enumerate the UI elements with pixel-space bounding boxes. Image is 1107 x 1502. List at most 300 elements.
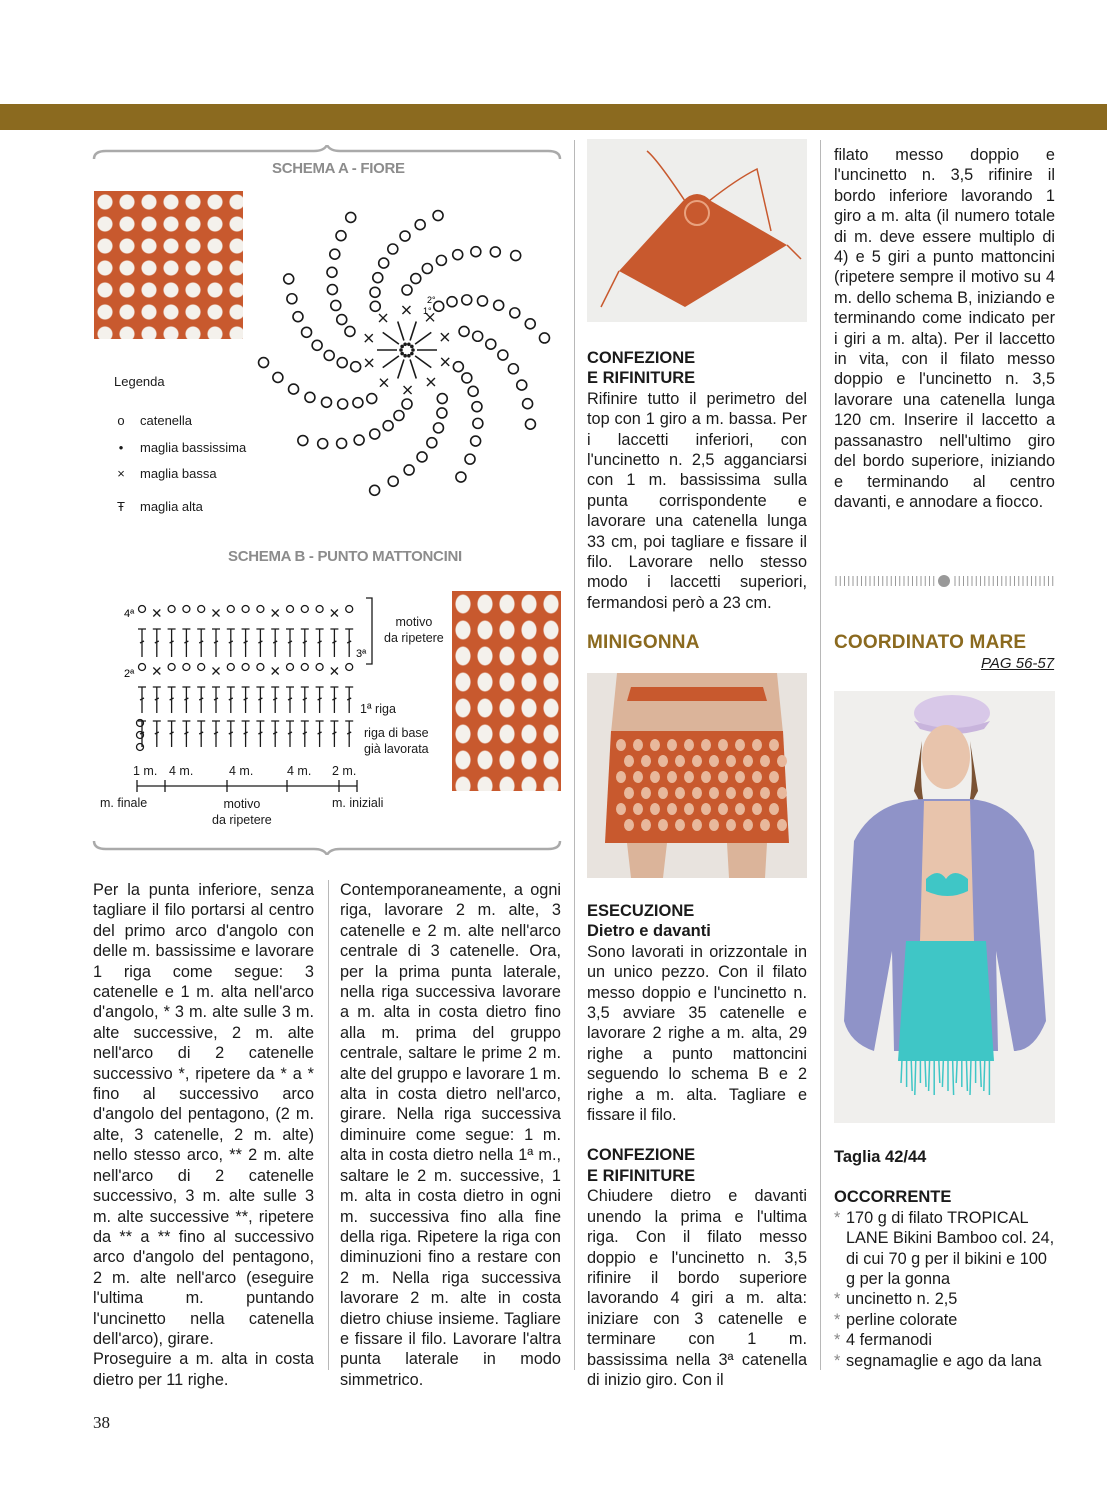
slip-stitch bbox=[400, 345, 404, 349]
chain-stitch bbox=[433, 423, 443, 433]
chain-stitch bbox=[370, 485, 380, 495]
chain-stitch bbox=[437, 408, 447, 418]
section-subheading: Dietro e davanti bbox=[587, 922, 711, 941]
top-product-photo bbox=[587, 139, 807, 322]
minigonna-title: MINIGONNA bbox=[587, 632, 700, 653]
mesh-hole bbox=[692, 787, 702, 799]
double-crochet-stitch bbox=[301, 721, 309, 747]
double-crochet-stitch bbox=[271, 687, 279, 713]
chain-stitch bbox=[345, 326, 355, 336]
mesh-hole bbox=[743, 787, 753, 799]
double-crochet-stitch bbox=[271, 629, 279, 657]
paragraph: Rifinire tutto il perimetro del top con 1 giro a m. bassa. Per i laccetti inferiori, con l'uncinetto n. 2,5 agganciarsi con 1 m. bassissima sulla punta corrispondente e lavorare una catenella lunga 33 cm, poi tagliare e fissare il filo. Lavorare nello stesso modo i laccetti superiori, fermandosi però a 23 cm. bbox=[587, 389, 807, 612]
single-crochet-stitch bbox=[153, 668, 160, 675]
column-4-text bbox=[834, 145, 1055, 512]
mesh-hole bbox=[624, 787, 634, 799]
chain-stitch bbox=[301, 664, 308, 671]
double-crochet-stitch bbox=[197, 721, 205, 747]
chain-stitch bbox=[353, 398, 363, 408]
double-crochet-stitch bbox=[415, 356, 431, 368]
chain-stitch bbox=[312, 340, 322, 350]
legend-item bbox=[114, 466, 217, 481]
mesh-hole bbox=[667, 803, 677, 815]
schema-b-title: SCHEMA B - PUNTO MATTONCINI bbox=[228, 548, 462, 565]
double-crochet-stitch bbox=[316, 629, 324, 657]
chain-stitch bbox=[447, 297, 457, 307]
mesh-hole bbox=[735, 771, 745, 783]
mesh-hole bbox=[760, 755, 770, 767]
slip-stitch bbox=[411, 348, 415, 352]
mesh-hole bbox=[701, 771, 711, 783]
single-crochet-stitch bbox=[402, 306, 410, 314]
legend-item bbox=[114, 499, 203, 514]
mesh-hole bbox=[624, 819, 634, 831]
chain-stitch bbox=[459, 326, 469, 336]
chain-stitch bbox=[242, 664, 249, 671]
mesh-hole bbox=[641, 755, 651, 767]
chain-stitch bbox=[468, 386, 478, 396]
fringe-strand bbox=[925, 1059, 926, 1087]
count-label: 4 m. bbox=[229, 764, 254, 778]
double-crochet-icon: Ŧ bbox=[117, 499, 125, 514]
double-crochet-stitch bbox=[242, 721, 250, 747]
mesh-hole bbox=[633, 771, 643, 783]
mesh-hole bbox=[726, 755, 736, 767]
list-item: * 4 fermanodi bbox=[834, 1330, 1055, 1350]
chain-stitch bbox=[370, 287, 380, 297]
column-3-lower-text bbox=[587, 901, 807, 1390]
list-item: * segnamaglie e ago da lana bbox=[834, 1351, 1055, 1371]
chain-stitch bbox=[354, 435, 364, 445]
chain-stitch bbox=[477, 296, 487, 306]
mesh-hole bbox=[675, 787, 685, 799]
fringe-strand bbox=[929, 1059, 930, 1091]
mesh-hole bbox=[709, 819, 719, 831]
chain-stitch bbox=[293, 312, 303, 322]
double-crochet-stitch bbox=[410, 321, 416, 340]
chain-stitch bbox=[486, 339, 496, 349]
single-crochet-stitch bbox=[441, 333, 449, 341]
chain-stitch bbox=[370, 429, 380, 439]
fringe-strand bbox=[939, 1059, 940, 1083]
chain-stitch bbox=[490, 247, 500, 257]
motif-label bbox=[384, 614, 444, 646]
column-2-text bbox=[340, 880, 561, 1390]
round-label-1: 1° bbox=[423, 306, 432, 316]
mesh-hole bbox=[624, 755, 634, 767]
double-crochet-stitch bbox=[410, 360, 416, 379]
chain-stitch bbox=[337, 358, 347, 368]
double-crochet-stitch bbox=[153, 721, 161, 747]
mesh-hole bbox=[641, 819, 651, 831]
chain-stitch bbox=[305, 392, 315, 402]
mesh-hole bbox=[769, 803, 779, 815]
chain-stitch bbox=[183, 606, 190, 613]
double-crochet-stitch bbox=[345, 629, 353, 657]
chain-stitch bbox=[383, 421, 393, 431]
double-crochet-stitch bbox=[227, 687, 235, 713]
double-crochet-stitch bbox=[383, 356, 399, 368]
single-crochet-stitch bbox=[365, 359, 373, 367]
paragraph: filato messo doppio e l'uncinetto n. 3,5 rifinire il bordo inferiore lavorando 1 giro a m. alta (il numero totale di m. deve essere multiplo di 4) e 5 giri a punto mattoncini (ripetere sempre il motivo su 4 m. dello schema B, iniziando e terminando come indicato per i giri a m. alta). Per il laccetto in vita, con il filato messo doppio e l'uncinetto n. 3,5 lavorare una catenella lunga 120 cm. Inserire il laccetto a passanastro nell'ultimo giro del bordo superiore, iniziando e terminando al centro davanti, e annodare a fiocco. bbox=[834, 146, 1055, 511]
mesh-hole bbox=[735, 803, 745, 815]
row-label-4: 4ª bbox=[124, 608, 135, 620]
chain-stitch bbox=[436, 255, 446, 265]
chain-stitch bbox=[465, 454, 475, 464]
chain-stitch bbox=[198, 606, 205, 613]
double-crochet-stitch bbox=[286, 721, 294, 747]
mesh-hole bbox=[650, 803, 660, 815]
motif-label-line: da ripetere bbox=[384, 631, 444, 645]
chain-stitch bbox=[273, 372, 283, 382]
double-crochet-stitch bbox=[316, 687, 324, 713]
mesh-hole bbox=[769, 739, 779, 751]
mesh-hole bbox=[718, 803, 728, 815]
mesh-hole bbox=[633, 739, 643, 751]
chain-stitch bbox=[379, 258, 389, 268]
fringe-strand bbox=[942, 1059, 943, 1087]
repeat-bracket bbox=[366, 596, 376, 666]
chain-stitch bbox=[367, 394, 377, 404]
chain-stitch bbox=[427, 438, 437, 448]
flower-diagram bbox=[255, 200, 565, 500]
mesh-hole bbox=[667, 739, 677, 751]
repeat-label bbox=[212, 796, 272, 828]
chain-stitch bbox=[242, 606, 249, 613]
chain-stitch bbox=[539, 333, 549, 343]
chain-stitch bbox=[336, 231, 346, 241]
single-crochet-stitch bbox=[404, 386, 412, 394]
mesh-hole bbox=[675, 755, 685, 767]
chain-stitch bbox=[139, 606, 146, 613]
mesh-hole bbox=[650, 771, 660, 783]
chain-stitch bbox=[494, 300, 504, 310]
double-crochet-stitch bbox=[168, 687, 176, 713]
mesh-hole bbox=[701, 803, 711, 815]
slip-stitch bbox=[407, 342, 411, 346]
single-crochet-stitch bbox=[365, 334, 373, 342]
double-crochet-stitch bbox=[256, 687, 264, 713]
chain-stitch bbox=[227, 606, 234, 613]
skirt-product-photo bbox=[587, 673, 807, 878]
motif-label-line: motivo bbox=[395, 615, 433, 629]
chain-stitch bbox=[471, 436, 481, 446]
chain-stitch bbox=[257, 606, 264, 613]
chain-stitch bbox=[498, 350, 508, 360]
double-crochet-stitch bbox=[197, 629, 205, 657]
chain-stitch bbox=[183, 664, 190, 671]
paragraph: Chiudere dietro e davanti unendo la prima e l'ultima riga. Con il filato messo doppio e l'uncinetto n. 3,5 rifinire il bordo superiore lavorando 4 giri a m. alta: iniziare con 3 catenelle e terminare con 1 m. bassissima nella 3ª catenella di inizio giro. Con il bbox=[587, 1187, 807, 1389]
double-crochet-stitch bbox=[256, 629, 264, 657]
chain-stitch bbox=[402, 285, 412, 295]
single-crochet-stitch bbox=[331, 610, 338, 617]
double-crochet-stitch bbox=[242, 687, 250, 713]
double-crochet-stitch bbox=[227, 629, 235, 657]
double-crochet-stitch bbox=[301, 629, 309, 657]
chain-stitch bbox=[394, 411, 404, 421]
double-crochet-stitch bbox=[212, 629, 220, 657]
mesh-hole bbox=[658, 819, 668, 831]
fringe-strand bbox=[901, 1059, 902, 1083]
chain-stitch bbox=[508, 364, 518, 374]
chain-stitch bbox=[462, 295, 472, 305]
schema-b-swatch-photo bbox=[452, 591, 561, 791]
chain-stitch bbox=[517, 380, 527, 390]
mesh-hole bbox=[616, 803, 626, 815]
chain-stitch bbox=[287, 664, 294, 671]
chain-stitch bbox=[168, 606, 175, 613]
slip-stitch-icon: • bbox=[118, 440, 124, 455]
double-crochet-stitch bbox=[256, 721, 264, 747]
chain-stitch bbox=[327, 267, 337, 277]
chain-stitch bbox=[346, 664, 353, 671]
page-number: 38 bbox=[93, 1413, 110, 1432]
chain-stitch bbox=[523, 399, 533, 409]
mesh-hole bbox=[633, 803, 643, 815]
double-crochet-stitch bbox=[212, 721, 220, 747]
section-heading: E RIFINITURE bbox=[587, 369, 696, 388]
double-crochet-stitch bbox=[153, 687, 161, 713]
chain-stitch bbox=[417, 452, 427, 462]
mesh-hole bbox=[684, 739, 694, 751]
chain-stitch bbox=[338, 399, 348, 409]
double-crochet-stitch bbox=[168, 721, 176, 747]
mesh-hole bbox=[777, 755, 787, 767]
slip-stitch bbox=[400, 352, 404, 356]
double-crochet-stitch bbox=[316, 721, 324, 747]
legend-title: Legenda bbox=[114, 374, 165, 389]
chain-stitch bbox=[330, 249, 340, 259]
chain-stitch bbox=[316, 664, 323, 671]
legend-item bbox=[114, 413, 192, 428]
single-crochet-stitch bbox=[331, 668, 338, 675]
mesh-hole bbox=[616, 739, 626, 751]
column-divider bbox=[328, 880, 329, 1370]
double-crochet-stitch bbox=[301, 687, 309, 713]
chain-stitch bbox=[422, 263, 432, 273]
chain-stitch bbox=[331, 300, 341, 310]
fringe-strand bbox=[956, 1059, 957, 1083]
mesh-hole bbox=[752, 771, 762, 783]
mesh-hole bbox=[726, 787, 736, 799]
double-crochet-stitch bbox=[182, 687, 190, 713]
mesh-hole bbox=[658, 755, 668, 767]
repeat-line: da ripetere bbox=[212, 813, 272, 827]
chain-stitch bbox=[227, 664, 234, 671]
slip-stitch bbox=[399, 348, 403, 352]
legend-item bbox=[114, 440, 246, 455]
mesh-hole bbox=[658, 787, 668, 799]
schema-a-title: SCHEMA A - FIORE bbox=[272, 160, 405, 177]
double-crochet-stitch bbox=[168, 629, 176, 657]
fringe-strand bbox=[980, 1059, 981, 1087]
mesh-hole bbox=[777, 819, 787, 831]
section-heading: ESECUZIONE bbox=[587, 902, 695, 920]
mesh-hole bbox=[726, 819, 736, 831]
double-crochet-stitch bbox=[330, 629, 338, 657]
base-row-line: riga di base bbox=[364, 726, 429, 740]
single-crochet-stitch bbox=[379, 314, 387, 322]
count-label: 1 m. bbox=[133, 764, 158, 778]
chain-stitch bbox=[289, 384, 299, 394]
chain-stitch bbox=[411, 274, 421, 284]
section-heading: CONFEZIONE bbox=[587, 1146, 696, 1165]
chain-stitch bbox=[373, 273, 383, 283]
column-3-upper-text bbox=[587, 348, 807, 613]
schema-a-swatch-photo bbox=[94, 191, 243, 339]
section-heading: OCCORRENTE bbox=[834, 1188, 952, 1207]
mesh-hole bbox=[709, 787, 719, 799]
chain-stitch bbox=[259, 358, 269, 368]
page-reference-link[interactable]: PAG 56-57 bbox=[981, 655, 1055, 672]
chain-stitch bbox=[370, 301, 380, 311]
double-crochet-stitch bbox=[153, 629, 161, 657]
slip-stitch bbox=[403, 342, 407, 346]
single-crochet-stitch bbox=[153, 610, 160, 617]
double-crochet-stitch bbox=[227, 721, 235, 747]
single-crochet-stitch bbox=[213, 610, 220, 617]
single-crochet-icon: × bbox=[117, 466, 125, 481]
mesh-hole bbox=[692, 755, 702, 767]
chain-stitch bbox=[525, 419, 535, 429]
chain-stitch bbox=[287, 606, 294, 613]
paragraph: Contemporaneamente, a ogni riga, lavorare 2 m. alte, 3 catenelle e 2 m. alte nell'arco centrale di 3 catenelle. Ora, per la prima punta laterale, nella riga successiva lavorare a m. alta in costa dietro fino alla m. prima del gruppo centrale, saltare le prime 2 m. alte del gruppo e lavorare 1 m. alta in costa dietro nell'arco, girare. Nella riga successiva diminuire come segue: 1 m. alta in costa dietro nella 1ª m., saltare le 2 m. successive, 1 m. alta in costa dietro in ogni m. successiva fino alla fine della riga. Ripetere la riga con diminuzioni fino a restare con 2 m. Nella riga successiva lavorare 2 m. alte in costa dietro chiuse insieme. Tagliare e fissare il filo. Lavorare l'altra punta laterale in modo simmetrico. bbox=[340, 881, 561, 1389]
repeat-line: motivo bbox=[223, 797, 261, 811]
materials-list bbox=[834, 1208, 1055, 1371]
chain-stitch bbox=[287, 294, 297, 304]
slip-stitch bbox=[410, 345, 414, 349]
double-crochet-stitch bbox=[345, 721, 353, 747]
double-crochet-stitch bbox=[286, 687, 294, 713]
chain-stitch bbox=[257, 664, 264, 671]
chain-stitch bbox=[321, 397, 331, 407]
chain-stitch bbox=[472, 402, 482, 412]
single-crochet-stitch bbox=[272, 668, 279, 675]
chain-stitch bbox=[511, 251, 521, 261]
chain-stitch bbox=[337, 438, 347, 448]
chain-stitch bbox=[337, 315, 347, 325]
double-crochet-stitch bbox=[271, 721, 279, 747]
double-crochet-stitch bbox=[138, 687, 146, 713]
slip-stitch bbox=[403, 354, 407, 358]
fringe-strand bbox=[984, 1059, 985, 1091]
chain-stitch bbox=[316, 606, 323, 613]
fringe-strand bbox=[911, 1059, 912, 1091]
count-label: 2 m. bbox=[332, 764, 357, 778]
paragraph: Proseguire a m. alta in costa dietro per 11 righe. bbox=[93, 1350, 314, 1389]
paragraph: Sono lavorati in orizzontale in un unico pezzo. Con il filato messo doppio e l'uncinetto n. 3,5 avviare 35 catenelle e lavorare 2 righe a m. alta, 29 righe a punto mattoncini seguendo lo schema B e 2 righe a m. alta. Tagliare e fissare il filo. bbox=[587, 942, 807, 1125]
fringe-strand bbox=[915, 1059, 916, 1095]
slip-stitch bbox=[407, 354, 411, 358]
mesh-hole bbox=[769, 771, 779, 783]
double-crochet-stitch bbox=[345, 687, 353, 713]
slip-stitch bbox=[410, 352, 414, 356]
mesh-hole bbox=[760, 819, 770, 831]
chain-stitch bbox=[510, 308, 520, 318]
list-item: * 170 g di filato TROPICAL LANE Bikini Bamboo col. 24, di cui 70 g per il bikini e 100 g per la gonna bbox=[834, 1208, 1055, 1290]
mesh-hole bbox=[752, 739, 762, 751]
chain-stitch bbox=[302, 327, 312, 337]
double-crochet-stitch bbox=[398, 360, 404, 379]
single-crochet-stitch bbox=[441, 358, 449, 366]
chain-stitch bbox=[388, 476, 398, 486]
base-row-line: già lavorata bbox=[364, 742, 429, 756]
mesh-hole bbox=[641, 787, 651, 799]
mesh-hole bbox=[675, 819, 685, 831]
round-label-2: 2° bbox=[427, 295, 436, 305]
chain-stitch bbox=[327, 285, 337, 295]
chain-stitch bbox=[324, 350, 334, 360]
double-crochet-stitch bbox=[286, 629, 294, 657]
legend-label: maglia bassa bbox=[140, 466, 217, 481]
chain-stitch bbox=[473, 331, 483, 341]
double-crochet-stitch bbox=[212, 687, 220, 713]
count-label: 4 m. bbox=[287, 764, 312, 778]
initial-stitch-label: m. iniziali bbox=[332, 796, 384, 810]
chain-stitch bbox=[415, 220, 425, 230]
chain-stitch bbox=[198, 664, 205, 671]
single-crochet-stitch bbox=[380, 379, 388, 387]
fringe-strand bbox=[953, 1059, 954, 1095]
single-crochet-stitch bbox=[272, 610, 279, 617]
final-stitch-label: m. finale bbox=[100, 796, 148, 810]
mesh-hole bbox=[718, 771, 728, 783]
count-axis bbox=[135, 780, 365, 792]
chain-stitch bbox=[400, 231, 410, 241]
double-crochet-stitch bbox=[182, 629, 190, 657]
header-band bbox=[0, 104, 1107, 130]
base-row-label bbox=[364, 725, 429, 757]
mesh-hole bbox=[760, 787, 770, 799]
chain-stitch bbox=[318, 439, 328, 449]
chain-icon: o bbox=[117, 413, 125, 428]
double-crochet-stitch bbox=[330, 687, 338, 713]
mesh-hole bbox=[709, 755, 719, 767]
row-label-2: 2ª bbox=[124, 668, 135, 680]
chain-stitch bbox=[298, 436, 308, 446]
mesh-hole bbox=[692, 819, 702, 831]
legend-label: maglia bassissima bbox=[140, 440, 247, 455]
row-label-3: 3ª bbox=[356, 648, 367, 660]
mesh-hole bbox=[743, 819, 753, 831]
chain-stitch bbox=[453, 250, 463, 260]
mesh-hole bbox=[735, 739, 745, 751]
section-heading: CONFEZIONE bbox=[587, 349, 696, 367]
chain-stitch bbox=[453, 362, 463, 372]
double-crochet-stitch bbox=[383, 332, 399, 344]
mesh-hole bbox=[743, 755, 753, 767]
chain-stitch bbox=[433, 211, 443, 221]
legend-label: catenella bbox=[140, 413, 193, 428]
single-crochet-stitch bbox=[213, 668, 220, 675]
chain-stitch bbox=[402, 399, 412, 409]
row-1-label: 1ª riga bbox=[360, 702, 396, 716]
coordinato-mare-title: COORDINATO MARE bbox=[834, 632, 1027, 653]
column-4-lower-text bbox=[834, 1147, 1055, 1371]
chain-stitch bbox=[471, 247, 481, 257]
mesh-hole bbox=[667, 771, 677, 783]
mesh-hole bbox=[718, 739, 728, 751]
section-divider bbox=[834, 574, 1055, 588]
model-photo bbox=[834, 691, 1055, 1123]
chain-stitch bbox=[346, 212, 356, 222]
legend-label: maglia alta bbox=[140, 499, 203, 514]
mesh-hole bbox=[684, 771, 694, 783]
double-crochet-stitch bbox=[197, 687, 205, 713]
chain-stitch bbox=[139, 664, 146, 671]
mesh-hole bbox=[616, 771, 626, 783]
list-item: * uncinetto n. 2,5 bbox=[834, 1289, 1055, 1309]
